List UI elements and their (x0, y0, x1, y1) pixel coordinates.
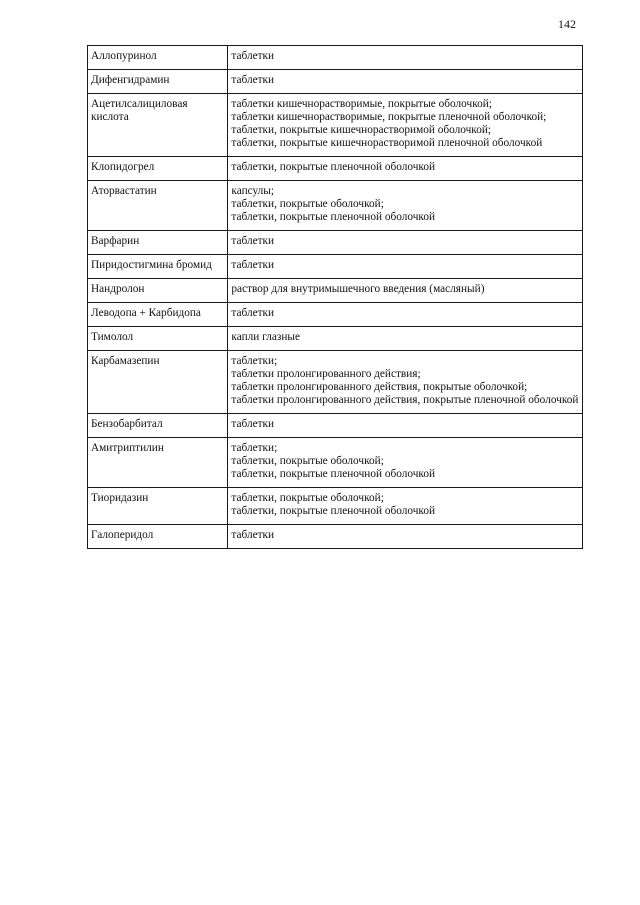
table-row (88, 181, 583, 231)
table-row (88, 70, 583, 94)
dosage-form-line: таблетки кишечнорастворимые, покрытые пленочной оболочкой; (231, 111, 547, 123)
dosage-form-cell (228, 46, 583, 70)
dosage-form-line: таблетки, покрытые оболочкой; (231, 455, 384, 467)
dosage-form-line: таблетки (231, 235, 275, 247)
dosage-form-cell (228, 488, 583, 525)
dosage-form-cell (228, 327, 583, 351)
table-row (88, 525, 583, 549)
drug-dosage-form-table (87, 45, 583, 549)
drug-name-cell: Нандролон (88, 279, 228, 303)
table-row (88, 231, 583, 255)
drug-name-cell: Ацетилсалициловая кислота (88, 94, 228, 157)
dosage-form-cell (228, 181, 583, 231)
drug-name-cell: Аллопуринол (88, 46, 228, 70)
dosage-form-cell (228, 351, 583, 414)
dosage-form-cell (228, 70, 583, 94)
dosage-form-line: таблетки пролонгированного действия; (231, 368, 421, 380)
drug-name-cell: Дифенгидрамин (88, 70, 228, 94)
dosage-form-line: таблетки пролонгированного действия, покрытые пленочной оболочкой (231, 394, 579, 406)
table-row (88, 94, 583, 157)
dosage-form-line: таблетки (231, 74, 275, 86)
drug-name-cell: Пиридостигмина бромид (88, 255, 228, 279)
drug-name-cell: Амитриптилин (88, 438, 228, 488)
dosage-form-line: таблетки, покрытые пленочной оболочкой (231, 468, 436, 480)
table-row (88, 303, 583, 327)
table-row (88, 488, 583, 525)
dosage-form-line: таблетки кишечнорастворимые, покрытые оболочкой; (231, 98, 492, 110)
drug-name-cell: Аторвастатин (88, 181, 228, 231)
dosage-form-line: таблетки (231, 529, 275, 541)
table-row (88, 157, 583, 181)
drug-name-cell: Леводопа + Карбидопа (88, 303, 228, 327)
table-row (88, 255, 583, 279)
dosage-form-line: таблетки (231, 259, 275, 271)
table-row (88, 351, 583, 414)
dosage-form-line: таблетки (231, 50, 275, 62)
dosage-form-cell (228, 438, 583, 488)
dosage-form-line: таблетки, покрытые кишечнорастворимой пленочной оболочкой (231, 137, 543, 149)
table-row (88, 327, 583, 351)
dosage-form-line: таблетки, покрытые оболочкой; (231, 198, 384, 210)
dosage-form-line: таблетки (231, 418, 275, 430)
dosage-form-line: таблетки пролонгированного действия, покрытые оболочкой; (231, 381, 528, 393)
table-row (88, 279, 583, 303)
dosage-form-line: капсулы; (231, 185, 275, 197)
drug-name-cell: Тимолол (88, 327, 228, 351)
drug-name-cell: Тиоридазин (88, 488, 228, 525)
table-row (88, 438, 583, 488)
dosage-form-line: раствор для внутримышечного введения (масляный) (231, 283, 485, 295)
dosage-form-line: таблетки; (231, 442, 278, 454)
page-number: 142 (558, 17, 576, 31)
dosage-form-cell (228, 94, 583, 157)
dosage-form-line: таблетки, покрытые пленочной оболочкой (231, 161, 436, 173)
drug-name-cell: Клопидогрел (88, 157, 228, 181)
drug-name-cell: Варфарин (88, 231, 228, 255)
dosage-form-line: таблетки, покрытые оболочкой; (231, 492, 384, 504)
dosage-form-line: таблетки (231, 307, 275, 319)
dosage-form-cell (228, 255, 583, 279)
dosage-form-cell (228, 279, 583, 303)
dosage-form-cell (228, 231, 583, 255)
drug-name-cell: Галоперидол (88, 525, 228, 549)
table-row (88, 414, 583, 438)
dosage-form-cell (228, 157, 583, 181)
dosage-form-cell (228, 414, 583, 438)
dosage-form-line: таблетки, покрытые кишечнорастворимой оболочкой; (231, 124, 492, 136)
drug-name-cell: Бензобарбитал (88, 414, 228, 438)
dosage-form-cell (228, 303, 583, 327)
dosage-form-line: капли глазные (231, 331, 300, 343)
table-body (88, 46, 583, 549)
dosage-form-line: таблетки; (231, 355, 278, 367)
dosage-form-line: таблетки, покрытые пленочной оболочкой (231, 211, 436, 223)
dosage-form-cell (228, 525, 583, 549)
drug-name-cell: Карбамазепин (88, 351, 228, 414)
table-row (88, 46, 583, 70)
dosage-form-line: таблетки, покрытые пленочной оболочкой (231, 505, 436, 517)
